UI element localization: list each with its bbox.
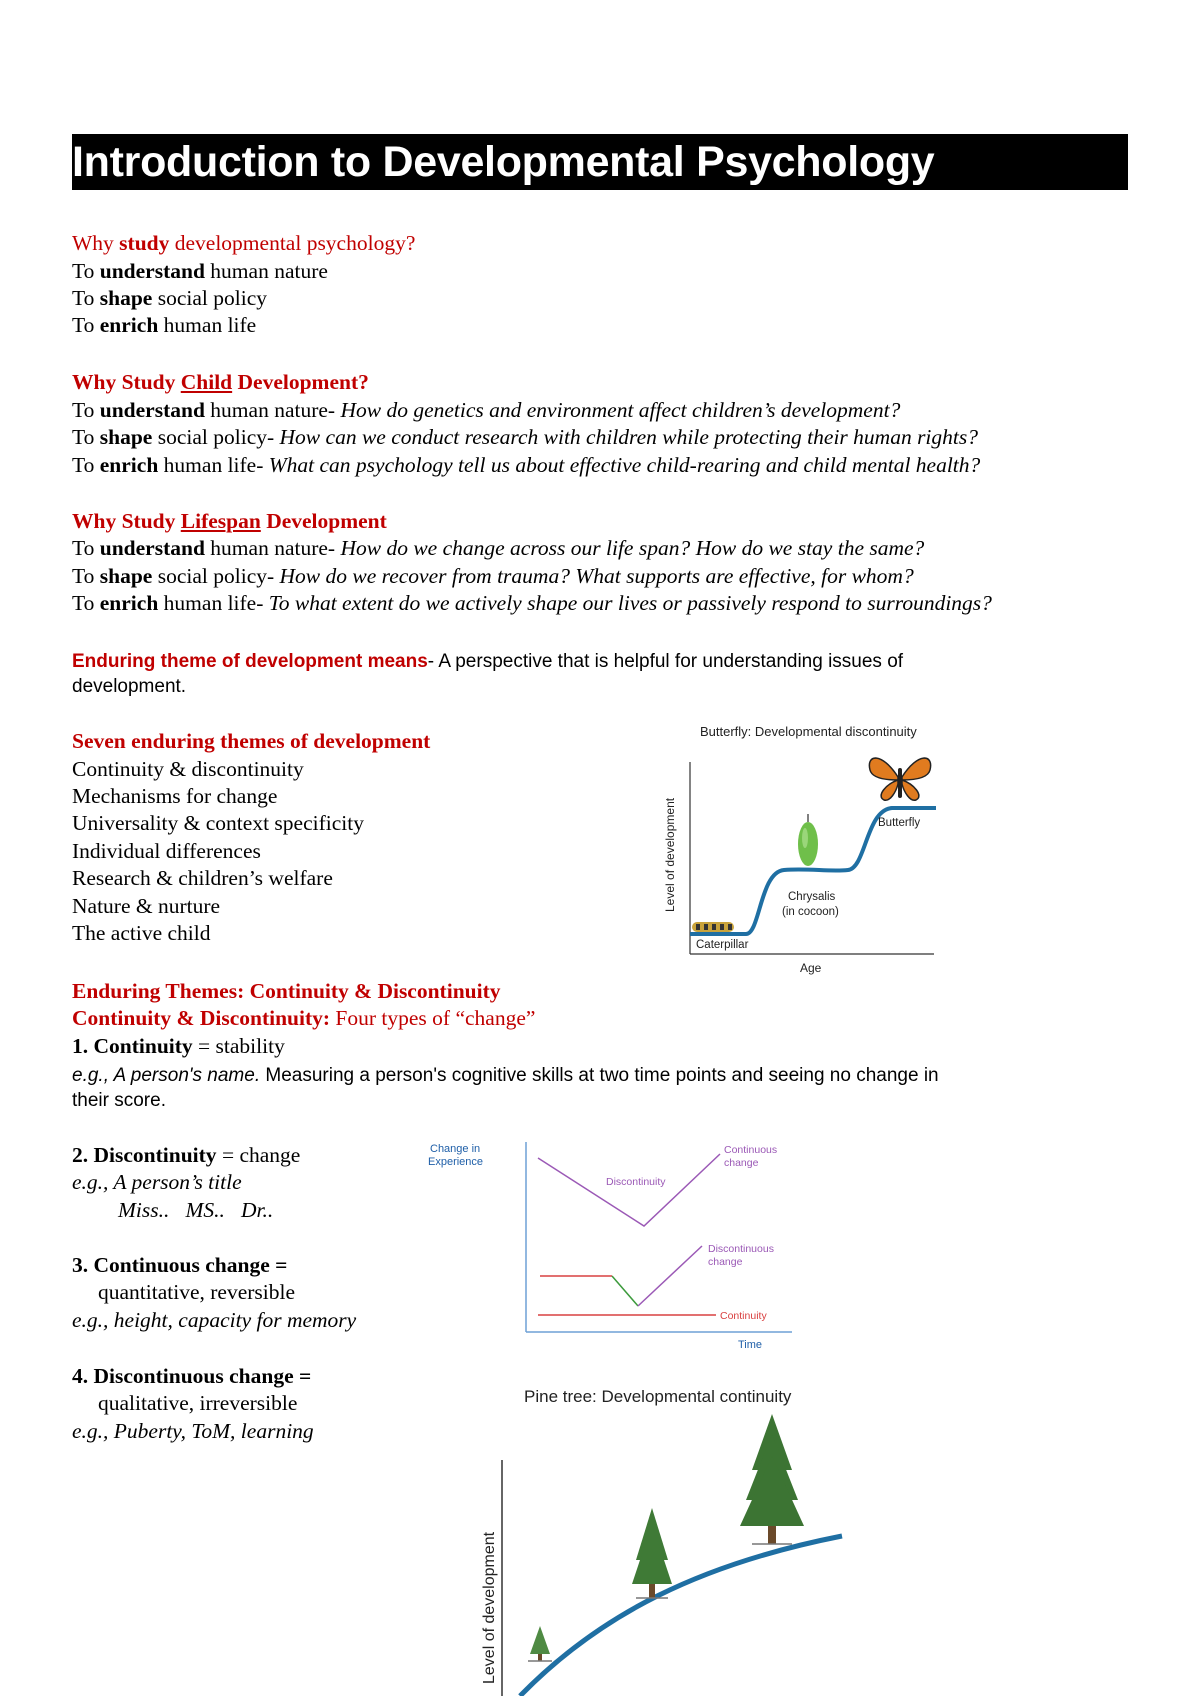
item-pre: To	[72, 564, 100, 588]
item-post: social policy-	[152, 564, 280, 588]
change-types-figure	[424, 1138, 804, 1352]
item-bold: understand	[99, 536, 205, 560]
item-question: How do genetics and environment affect children’s development?	[340, 398, 901, 422]
heading-post: Development?	[232, 370, 369, 394]
enduring-def-line1: - A perspective that is helpful for understanding issues of	[427, 651, 904, 672]
change-ylabel-2: Experience	[428, 1156, 484, 1168]
pine-ylabel: Level of development	[481, 1531, 498, 1684]
continuous-change-desc: quantitative, reversible	[98, 1280, 296, 1304]
page-title: Introduction to Developmental Psychology	[72, 138, 935, 186]
item-pre: To	[72, 259, 100, 283]
enduring-definition	[72, 648, 903, 675]
item-bold: shape	[99, 564, 153, 588]
themes-heading: Enduring Themes: Continuity & Discontinuity	[72, 979, 501, 1003]
item-post: social policy	[152, 286, 267, 310]
why-item	[72, 258, 328, 285]
label-continuous-change-1: Continuous	[724, 1144, 778, 1156]
change-ylabel-1: Change in	[430, 1143, 481, 1155]
item-bold: enrich	[99, 591, 159, 615]
item-post: human nature	[204, 259, 328, 283]
label-continuous-change-2: change	[724, 1157, 759, 1169]
item-bold: enrich	[99, 453, 159, 477]
child-item	[72, 452, 980, 479]
lifespan-item	[72, 563, 914, 590]
label-in-cocoon: (in cocoon)	[782, 906, 839, 918]
seven-heading: Seven enduring themes of development	[72, 729, 431, 753]
item-pre: To	[72, 536, 100, 560]
continuity-example-line2: their score.	[72, 1090, 166, 1111]
item-rest: =	[293, 1364, 312, 1388]
pine-title: Pine tree: Developmental continuity	[524, 1387, 792, 1406]
item-pre: To	[72, 425, 100, 449]
large-tree-icon	[740, 1414, 804, 1544]
item-pre: To	[72, 398, 100, 422]
why-item	[72, 312, 256, 339]
child-item	[72, 424, 978, 451]
theme-item: The active child	[72, 921, 211, 945]
heading-pre: Why Study	[72, 370, 181, 394]
caterpillar-icon	[692, 922, 734, 932]
label-discontinuity: Discontinuity	[606, 1176, 666, 1188]
item-pre: To	[72, 591, 100, 615]
butterfly-icon	[869, 758, 930, 800]
item-post: social policy-	[152, 425, 280, 449]
item-bold: understand	[99, 259, 205, 283]
butterfly-xlabel: Age	[800, 961, 822, 975]
item-bold: shape	[99, 425, 153, 449]
themes-subheading	[72, 1005, 535, 1032]
item-post: human nature-	[204, 536, 341, 560]
item-rest: =	[269, 1253, 288, 1277]
why-heading-bold: study	[119, 231, 170, 255]
item-bold: understand	[99, 398, 205, 422]
continuous-change-line-mark	[538, 1154, 720, 1226]
theme-item: Research & children’s welfare	[72, 866, 333, 890]
lifespan-item	[72, 590, 992, 617]
item-bold: Continuous change	[93, 1253, 270, 1277]
lifespan-item	[72, 535, 924, 562]
discontinuity-titles: Miss.. MS.. Dr..	[118, 1198, 274, 1222]
example-rest: Measuring a person's cognitive skills at two time points and seeing no change in	[260, 1065, 939, 1086]
item-bold: Discontinuity	[93, 1143, 217, 1167]
chrysalis-icon	[798, 814, 818, 866]
theme-item: Mechanisms for change	[72, 784, 278, 808]
small-tree-icon	[632, 1508, 672, 1598]
example-italic: e.g., A person's name.	[72, 1065, 261, 1086]
theme-item: Universality & context specificity	[72, 811, 364, 835]
item-post: human life-	[158, 453, 269, 477]
why-heading	[72, 230, 415, 257]
continuity-example	[72, 1062, 939, 1089]
item-post: human nature-	[204, 398, 341, 422]
continuous-change-example: e.g., height, capacity for memory	[72, 1308, 357, 1332]
pine-tree-figure	[460, 1384, 860, 1696]
butterfly-figure	[660, 722, 950, 976]
change-xlabel: Time	[738, 1339, 763, 1351]
item-number: 1.	[72, 1034, 94, 1058]
discontinuous-rise-segment	[638, 1246, 702, 1306]
enduring-def-line2: development.	[72, 676, 187, 697]
theme-item: Continuity & discontinuity	[72, 757, 304, 781]
label-butterfly: Butterfly	[878, 817, 921, 829]
continuity-curve	[520, 1536, 842, 1696]
item-question: How do we change across our life span? How do we stay the same?	[340, 536, 925, 560]
discontinuity-line	[72, 1142, 300, 1169]
item-question: How can we conduct research with children while protecting their human rights?	[279, 425, 978, 449]
theme-item: Individual differences	[72, 839, 261, 863]
item-pre: To	[72, 286, 100, 310]
seedling-tree-icon	[528, 1626, 552, 1661]
child-item	[72, 397, 900, 424]
item-post: human life	[158, 313, 257, 337]
heading-pre: Why Study	[72, 509, 181, 533]
item-number: 2.	[72, 1143, 94, 1167]
item-pre: To	[72, 453, 100, 477]
item-question: To what extent do we actively shape our lives or passively respond to surroundings?	[268, 591, 992, 615]
why-heading-post: developmental psychology?	[169, 231, 416, 255]
continuity-line	[72, 1033, 285, 1060]
item-rest: = change	[216, 1143, 301, 1167]
heading-underlined: Lifespan	[180, 509, 261, 533]
item-rest: = stability	[192, 1034, 285, 1058]
item-bold: enrich	[99, 313, 159, 337]
discontinuous-change-desc: qualitative, irreversible	[98, 1391, 298, 1415]
why-item	[72, 285, 267, 312]
item-bold: Continuity	[93, 1034, 193, 1058]
subheading-bold: Continuity & Discontinuity:	[72, 1006, 331, 1030]
heading-underlined: Child	[180, 370, 233, 394]
item-number: 4.	[72, 1364, 94, 1388]
label-discontinuous-change-2: change	[708, 1256, 743, 1268]
butterfly-title: Butterfly: Developmental discontinuity	[700, 724, 917, 739]
item-bold: shape	[99, 286, 153, 310]
label-discontinuous-change-1: Discontinuous	[708, 1243, 774, 1255]
subheading-rest: Four types of “change”	[330, 1006, 536, 1030]
label-chrysalis: Chrysalis	[788, 891, 836, 903]
item-question: How do we recover from trauma? What supports are effective, for whom?	[279, 564, 914, 588]
item-question: What can psychology tell us about effective child-rearing and child mental health?	[268, 453, 981, 477]
discontinuous-drop-segment	[612, 1276, 638, 1306]
why-heading-pre: Why	[72, 231, 120, 255]
label-caterpillar: Caterpillar	[696, 939, 749, 951]
item-number: 3.	[72, 1253, 94, 1277]
item-post: human life-	[158, 591, 269, 615]
lifespan-heading	[72, 508, 387, 535]
item-bold: Discontinuous change	[93, 1364, 294, 1388]
enduring-term: Enduring theme of development means	[72, 651, 428, 672]
theme-item: Nature & nurture	[72, 894, 221, 918]
heading-post: Development	[260, 509, 387, 533]
discontinuous-change-example: e.g., Puberty, ToM, learning	[72, 1419, 314, 1443]
label-continuity: Continuity	[720, 1310, 767, 1322]
item-pre: To	[72, 313, 100, 337]
continuous-change-line	[72, 1252, 287, 1279]
child-heading	[72, 369, 369, 396]
discontinuous-change-line	[72, 1363, 311, 1390]
discontinuity-example: e.g., A person’s title	[72, 1170, 242, 1194]
butterfly-ylabel: Level of development	[663, 797, 677, 912]
